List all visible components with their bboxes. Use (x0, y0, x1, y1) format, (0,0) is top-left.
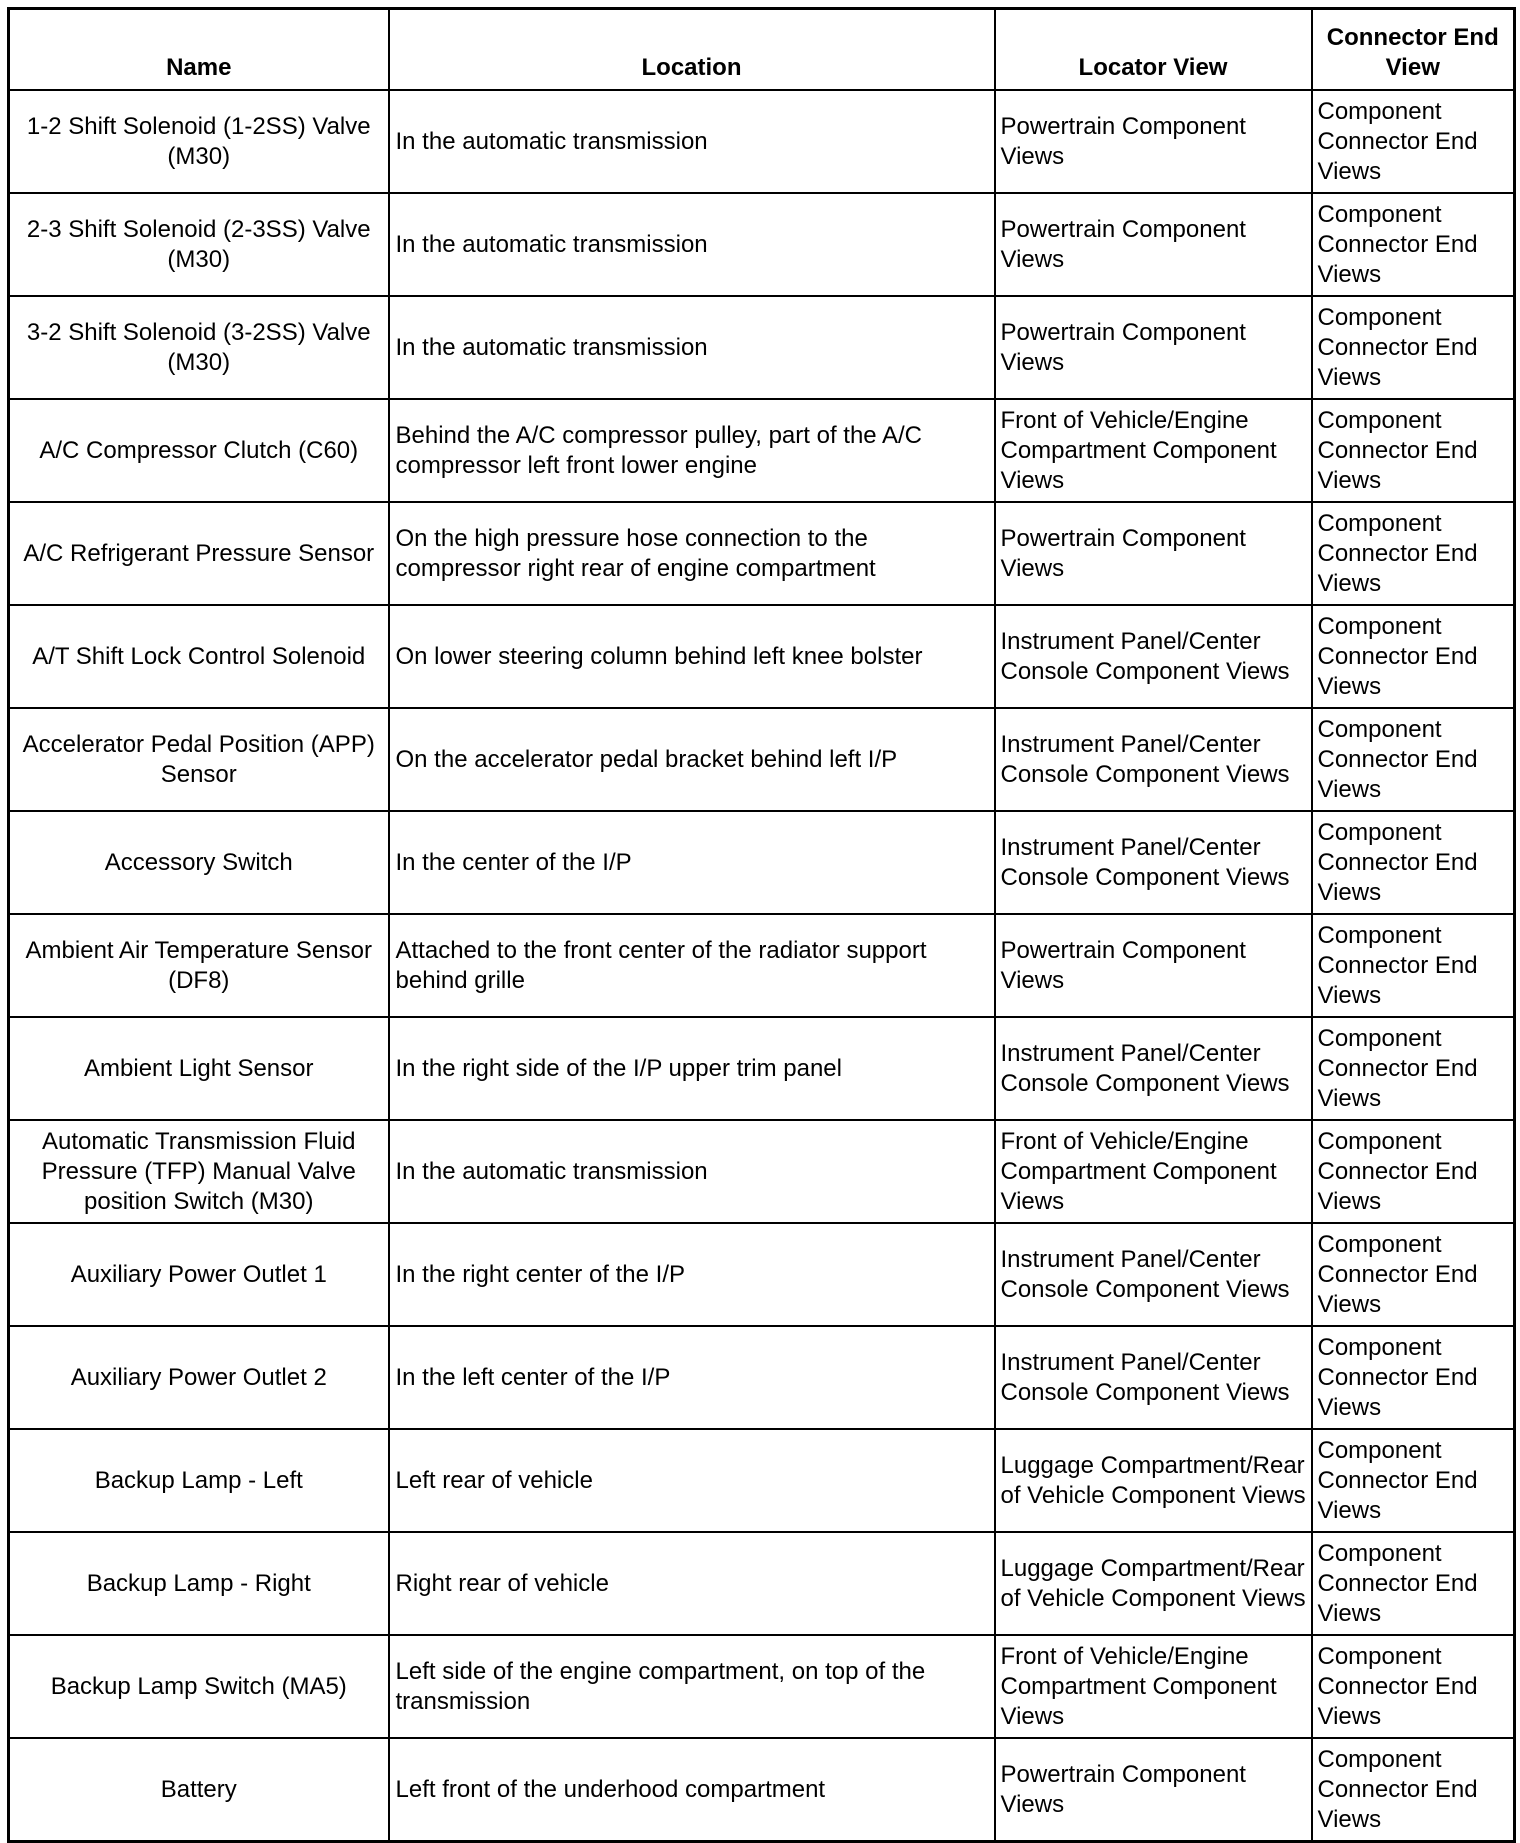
table-row (9, 605, 1515, 708)
cell-location: On lower steering column behind left knee bolster (389, 605, 995, 708)
cell-connector-end-view: Component Connector End Views (1312, 605, 1515, 708)
cell-connector-end-view: Component Connector End Views (1312, 90, 1515, 193)
header-name: Name (9, 9, 389, 91)
table-row (9, 1532, 1515, 1635)
cell-name: Ambient Air Temperature Sensor (DF8) (9, 914, 389, 1017)
cell-connector-end-view: Component Connector End Views (1312, 914, 1515, 1017)
cell-location: In the left center of the I/P (389, 1326, 995, 1429)
cell-name: 2-3 Shift Solenoid (2-3SS) Valve (M30) (9, 193, 389, 296)
table-body (9, 90, 1515, 1842)
cell-name: Auxiliary Power Outlet 1 (9, 1223, 389, 1326)
cell-location: In the right side of the I/P upper trim panel (389, 1017, 995, 1120)
cell-location: In the automatic transmission (389, 193, 995, 296)
cell-location: On the high pressure hose connection to the compressor right rear of engine compartment (389, 502, 995, 605)
cell-name: A/C Compressor Clutch (C60) (9, 399, 389, 502)
cell-connector-end-view: Component Connector End Views (1312, 1120, 1515, 1223)
table-row (9, 193, 1515, 296)
cell-location: Left rear of vehicle (389, 1429, 995, 1532)
header-locator-view: Locator View (995, 9, 1312, 91)
cell-locator-view: Instrument Panel/Center Console Component Views (995, 1326, 1312, 1429)
cell-connector-end-view: Component Connector End Views (1312, 296, 1515, 399)
table-row (9, 811, 1515, 914)
cell-connector-end-view: Component Connector End Views (1312, 811, 1515, 914)
cell-locator-view: Instrument Panel/Center Console Component Views (995, 1017, 1312, 1120)
cell-name: Auxiliary Power Outlet 2 (9, 1326, 389, 1429)
cell-connector-end-view: Component Connector End Views (1312, 1326, 1515, 1429)
cell-name: Automatic Transmission Fluid Pressure (TFP) Manual Valve position Switch (M30) (9, 1120, 389, 1223)
header-location: Location (389, 9, 995, 91)
cell-locator-view: Powertrain Component Views (995, 914, 1312, 1017)
cell-connector-end-view: Component Connector End Views (1312, 708, 1515, 811)
cell-name: Backup Lamp Switch (MA5) (9, 1635, 389, 1738)
cell-name: A/C Refrigerant Pressure Sensor (9, 502, 389, 605)
cell-locator-view: Instrument Panel/Center Console Component Views (995, 1223, 1312, 1326)
cell-name: Backup Lamp - Right (9, 1532, 389, 1635)
table-row (9, 1223, 1515, 1326)
cell-connector-end-view: Component Connector End Views (1312, 193, 1515, 296)
table-row (9, 914, 1515, 1017)
cell-locator-view: Powertrain Component Views (995, 502, 1312, 605)
table-row (9, 708, 1515, 811)
cell-location: In the right center of the I/P (389, 1223, 995, 1326)
table-row (9, 399, 1515, 502)
cell-location: Left front of the underhood compartment (389, 1738, 995, 1842)
cell-locator-view: Front of Vehicle/Engine Compartment Component Views (995, 1120, 1312, 1223)
cell-connector-end-view: Component Connector End Views (1312, 1635, 1515, 1738)
cell-connector-end-view: Component Connector End Views (1312, 1532, 1515, 1635)
cell-name: 3-2 Shift Solenoid (3-2SS) Valve (M30) (9, 296, 389, 399)
header-connector-end-view: Connector End View (1312, 9, 1515, 91)
cell-name: Ambient Light Sensor (9, 1017, 389, 1120)
cell-location: In the automatic transmission (389, 90, 995, 193)
table-row (9, 502, 1515, 605)
cell-location: Behind the A/C compressor pulley, part of the A/C compressor left front lower engine (389, 399, 995, 502)
cell-locator-view: Luggage Compartment/Rear of Vehicle Component Views (995, 1429, 1312, 1532)
cell-locator-view: Powertrain Component Views (995, 296, 1312, 399)
cell-name: Backup Lamp - Left (9, 1429, 389, 1532)
cell-locator-view: Powertrain Component Views (995, 1738, 1312, 1842)
table-row (9, 90, 1515, 193)
table-row (9, 1120, 1515, 1223)
cell-locator-view: Powertrain Component Views (995, 90, 1312, 193)
cell-locator-view: Instrument Panel/Center Console Component Views (995, 605, 1312, 708)
cell-locator-view: Instrument Panel/Center Console Component Views (995, 708, 1312, 811)
cell-locator-view: Powertrain Component Views (995, 193, 1312, 296)
cell-name: A/T Shift Lock Control Solenoid (9, 605, 389, 708)
cell-locator-view: Front of Vehicle/Engine Compartment Component Views (995, 1635, 1312, 1738)
cell-name: Accelerator Pedal Position (APP) Sensor (9, 708, 389, 811)
cell-connector-end-view: Component Connector End Views (1312, 1429, 1515, 1532)
cell-location: Left side of the engine compartment, on top of the transmission (389, 1635, 995, 1738)
header-row (9, 9, 1515, 91)
table-row (9, 296, 1515, 399)
cell-location: In the automatic transmission (389, 296, 995, 399)
cell-connector-end-view: Component Connector End Views (1312, 1017, 1515, 1120)
cell-locator-view: Instrument Panel/Center Console Component Views (995, 811, 1312, 914)
cell-locator-view: Luggage Compartment/Rear of Vehicle Component Views (995, 1532, 1312, 1635)
component-locator-table (7, 7, 1516, 1843)
cell-connector-end-view: Component Connector End Views (1312, 1223, 1515, 1326)
table-row (9, 1326, 1515, 1429)
cell-location: Right rear of vehicle (389, 1532, 995, 1635)
cell-name: 1-2 Shift Solenoid (1-2SS) Valve (M30) (9, 90, 389, 193)
cell-connector-end-view: Component Connector End Views (1312, 1738, 1515, 1842)
table-row (9, 1429, 1515, 1532)
cell-location: In the center of the I/P (389, 811, 995, 914)
table-row (9, 1635, 1515, 1738)
cell-connector-end-view: Component Connector End Views (1312, 399, 1515, 502)
cell-location: Attached to the front center of the radiator support behind grille (389, 914, 995, 1017)
cell-connector-end-view: Component Connector End Views (1312, 502, 1515, 605)
cell-location: On the accelerator pedal bracket behind left I/P (389, 708, 995, 811)
cell-name: Accessory Switch (9, 811, 389, 914)
table-header (9, 9, 1515, 91)
cell-location: In the automatic transmission (389, 1120, 995, 1223)
table-row (9, 1017, 1515, 1120)
cell-locator-view: Front of Vehicle/Engine Compartment Component Views (995, 399, 1312, 502)
cell-name: Battery (9, 1738, 389, 1842)
